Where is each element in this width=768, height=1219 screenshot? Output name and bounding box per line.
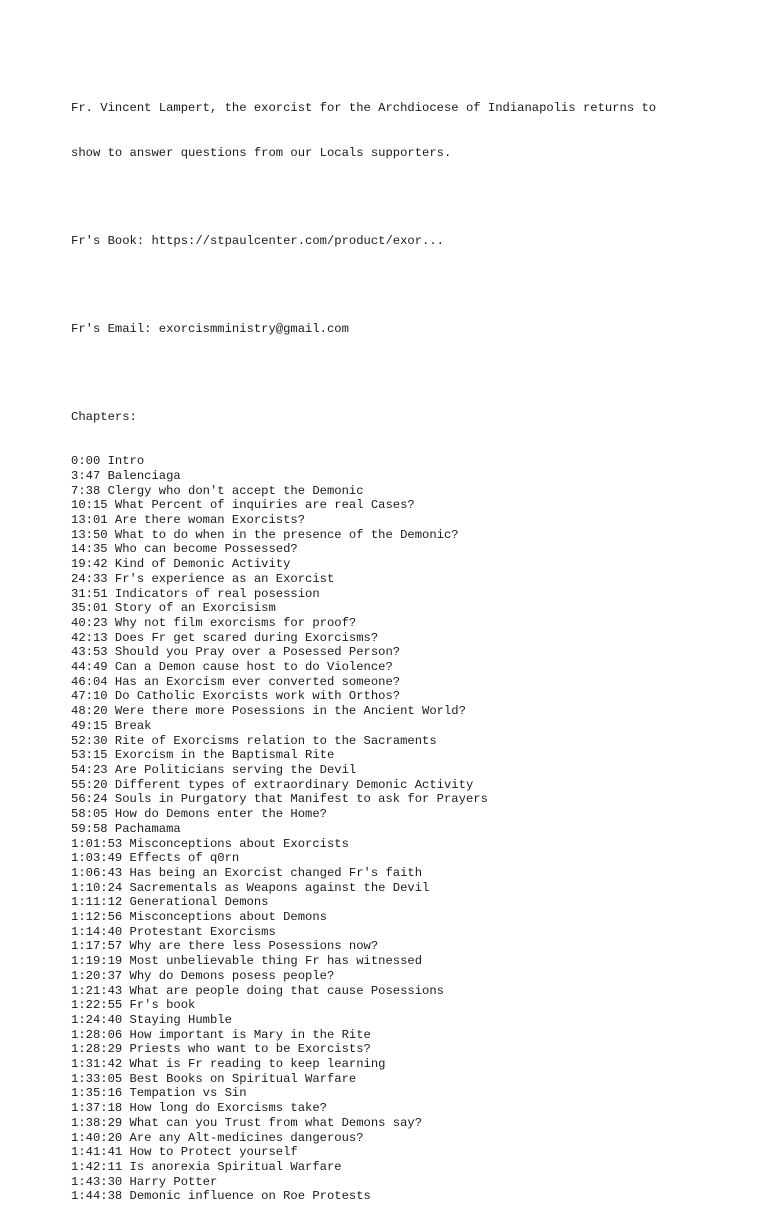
chapter-item: 1:03:49 Effects of q0rn bbox=[71, 851, 240, 866]
chapter-item: 1:37:18 How long do Exorcisms take? bbox=[71, 1101, 327, 1116]
chapter-item: 24:33 Fr's experience as an Exorcist bbox=[71, 571, 335, 586]
chapter-item: 1:28:29 Priests who want to be Exorcists? bbox=[71, 1042, 371, 1057]
chapter-item: 1:01:53 Misconceptions about Exorcists bbox=[71, 836, 349, 851]
spacer bbox=[71, 366, 751, 381]
document-page bbox=[71, 72, 751, 1219]
chapter-item: 1:38:29 What can you Trust from what Demons say? bbox=[71, 1115, 423, 1130]
chapter-item: 0:00 Intro bbox=[71, 454, 145, 469]
chapter-item: 1:28:06 How important is Mary in the Rite bbox=[71, 1027, 371, 1042]
chapter-item: 13:50 What to do when in the presence of the Demonic? bbox=[71, 527, 459, 542]
chapter-item: 1:12:56 Misconceptions about Demons bbox=[71, 910, 327, 925]
chapter-item: 1:40:20 Are any Alt-medicines dangerous? bbox=[71, 1130, 364, 1145]
chapter-item: 7:38 Clergy who don't accept the Demonic bbox=[71, 483, 364, 498]
chapter-item: 44:49 Can a Demon cause host to do Violence? bbox=[71, 660, 393, 675]
chapter-item: 55:20 Different types of extraordinary Demonic Activity bbox=[71, 777, 474, 792]
spacer bbox=[71, 278, 751, 293]
chapter-item: 1:35:16 Tempation vs Sin bbox=[71, 1086, 247, 1101]
chapter-item: 3:47 Balenciaga bbox=[71, 468, 181, 483]
chapter-item: 1:43:30 Harry Potter bbox=[71, 1174, 218, 1189]
chapter-item: 1:11:12 Generational Demons bbox=[71, 895, 269, 910]
chapter-item: 1:44:38 Demonic influence on Roe Protests bbox=[71, 1189, 371, 1204]
chapter-item: 31:51 Indicators of real posession bbox=[71, 586, 320, 601]
chapter-item: 52:30 Rite of Exorcisms relation to the Sacraments bbox=[71, 733, 437, 748]
chapter-item: 1:31:42 What is Fr reading to keep learning bbox=[71, 1057, 386, 1072]
email-line: Fr's Email: exorcismministry@gmail.com bbox=[71, 321, 349, 336]
chapter-item: 58:05 How do Demons enter the Home? bbox=[71, 807, 327, 822]
chapter-item: 1:14:40 Protestant Exorcisms bbox=[71, 924, 276, 939]
chapter-item: 1:41:41 How to Protect yourself bbox=[71, 1145, 298, 1160]
chapter-item: 49:15 Break bbox=[71, 718, 152, 733]
chapter-item: 54:23 Are Politicians serving the Devil bbox=[71, 763, 357, 777]
book-link-line: Fr's Book: https://stpaulcenter.com/product/exor... bbox=[71, 233, 444, 248]
chapter-item: 35:01 Story of an Exorcisism bbox=[71, 601, 276, 616]
chapter-item: 13:01 Are there woman Exorcists? bbox=[71, 513, 306, 528]
chapter-item: 19:42 Kind of Demonic Activity bbox=[71, 557, 291, 572]
chapter-item: 43:53 Should you Pray over a Posessed Person? bbox=[71, 645, 401, 660]
chapter-item: 14:35 Who can become Possessed? bbox=[71, 542, 298, 557]
chapter-item: 1:42:11 Is anorexia Spiritual Warfare bbox=[71, 1159, 342, 1174]
chapter-item: 48:20 Were there more Posessions in the Ancient World? bbox=[71, 704, 466, 719]
chapter-item: 40:23 Why not film exorcisms for proof? bbox=[71, 615, 357, 630]
chapter-item: 1:24:40 Staying Humble bbox=[71, 1012, 232, 1027]
chapter-list bbox=[71, 454, 751, 1204]
chapter-item: 1:20:37 Why do Demons posess people? bbox=[71, 968, 335, 983]
intro-line-2: show to answer questions from our Locals supporters. bbox=[71, 145, 452, 160]
chapter-item: 1:06:43 Has being an Exorcist changed Fr's faith bbox=[71, 865, 423, 880]
chapter-item: 1:21:43 What are people doing that cause Posessions bbox=[71, 983, 444, 998]
chapter-item: 53:15 Exorcism in the Baptismal Rite bbox=[71, 748, 335, 763]
chapter-item: 59:58 Pachamama bbox=[71, 821, 181, 836]
chapter-item: 1:33:05 Best Books on Spiritual Warfare bbox=[71, 1071, 357, 1086]
chapter-item: 42:13 Does Fr get scared during Exorcisms? bbox=[71, 630, 379, 645]
chapters-heading: Chapters: bbox=[71, 410, 137, 425]
chapter-item: 46:04 Has an Exorcism ever converted someone? bbox=[71, 674, 401, 689]
chapter-item: 47:10 Do Catholic Exorcists work with Orthos? bbox=[71, 689, 401, 704]
chapter-item: 56:24 Souls in Purgatory that Manifest to ask for Prayers bbox=[71, 792, 488, 807]
chapter-item: 1:10:24 Sacrementals as Weapons against the Devil bbox=[71, 880, 430, 895]
chapter-item: 1:22:55 Fr's book bbox=[71, 998, 196, 1013]
chapter-item: 10:15 What Percent of inquiries are real Cases? bbox=[71, 498, 415, 513]
spacer bbox=[71, 190, 751, 205]
chapter-item: 1:17:57 Why are there less Posessions now? bbox=[71, 939, 379, 954]
chapter-item: 1:19:19 Most unbelievable thing Fr has witnessed bbox=[71, 954, 423, 969]
intro-line-1: Fr. Vincent Lampert, the exorcist for the Archdiocese of Indianapolis returns to bbox=[71, 101, 657, 116]
